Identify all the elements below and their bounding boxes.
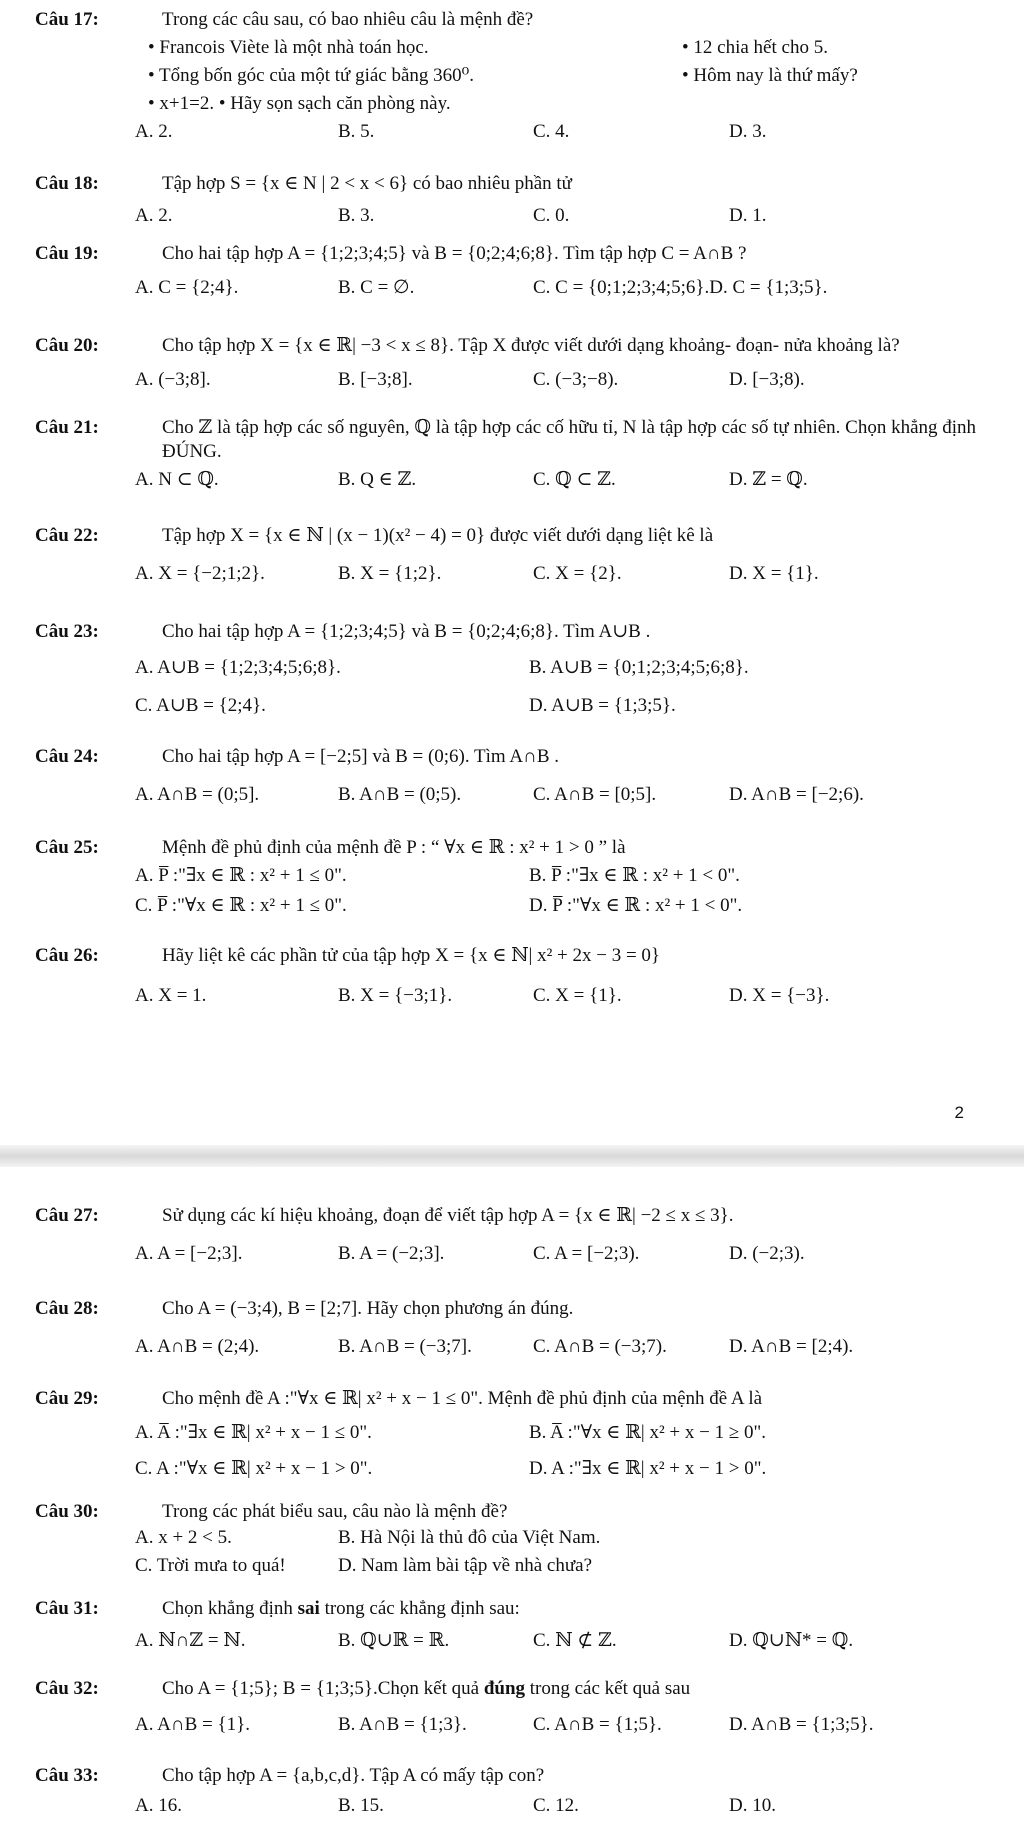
- option-b: B. A∩B = (0;5).: [338, 783, 462, 805]
- option-d: D. A∪B = {1;3;5}.: [529, 694, 676, 716]
- question-text: Trong các phát biểu sau, câu nào là mệnh đề?: [162, 1501, 508, 1522]
- option-a: A. A∩B = {1}.: [135, 1713, 250, 1735]
- statement-item: • 12 chia hết cho 5.: [682, 36, 828, 58]
- option-a: A. 2.: [135, 204, 173, 226]
- option-a: A. A∩B = (0;5].: [135, 783, 260, 805]
- option-b: B. P̅ :"∃x ∈ ℝ : x² + 1 < 0".: [529, 864, 740, 886]
- option-c: C. ℕ ⊄ ℤ.: [533, 1629, 617, 1651]
- option-b: B. 15.: [338, 1794, 384, 1816]
- question-label: Câu 19:: [35, 243, 99, 264]
- option-b: B. 5.: [338, 120, 375, 142]
- option-c: C. Trời mưa to quá!: [135, 1554, 286, 1576]
- option-a: A. A = [−2;3].: [135, 1242, 243, 1264]
- option-c: C. (−3;−8).: [533, 368, 619, 390]
- option-a: A. C = {2;4}.: [135, 276, 239, 298]
- page-2: [0, 1167, 1024, 1829]
- statement-item: • Tổng bốn góc của một tứ giác bằng 360⁰.: [148, 64, 475, 86]
- option-a: A. (−3;8].: [135, 368, 211, 390]
- option-b: B. A̅ :"∀x ∈ ℝ| x² + x − 1 ≥ 0".: [529, 1421, 767, 1443]
- option-a: A. X = {−2;1;2}.: [135, 562, 265, 584]
- option-d: D. [−3;8).: [729, 368, 805, 390]
- question-text: Tập hợp X = {x ∈ ℕ | (x − 1)(x² − 4) = 0} được viết dưới dạng liệt kê là: [162, 525, 714, 546]
- option-b: B. C = ∅.: [338, 276, 415, 298]
- option-c: C. A∪B = {2;4}.: [135, 694, 266, 716]
- question-text: Cho A = {1;5}; B = {1;3;5}.Chọn kết quả đúng trong các kết quả sau: [162, 1678, 691, 1699]
- option-a: A. N ⊂ ℚ.: [135, 468, 219, 490]
- option-c: C. X = {2}.: [533, 562, 622, 584]
- question-32: [0, 1677, 1024, 1741]
- option-d: D. P̅ :"∀x ∈ ℝ : x² + 1 < 0".: [529, 894, 743, 916]
- option-d: D. 3.: [729, 120, 767, 142]
- question-text: Cho hai tập hợp A = [−2;5] và B = (0;6). Tìm A∩B .: [162, 746, 560, 767]
- question-22: [0, 524, 1024, 590]
- option-b: B. A∩B = (−3;7].: [338, 1335, 472, 1357]
- page-break: [0, 1145, 1024, 1167]
- option-c: C. P̅ :"∀x ∈ ℝ : x² + 1 ≤ 0".: [135, 894, 347, 916]
- option-b: B. A∪B = {0;1;2;3;4;5;6;8}.: [529, 656, 749, 678]
- question-26: [0, 944, 1024, 1012]
- option-d: D. X = {−3}.: [729, 984, 830, 1006]
- question-30: [0, 1500, 1024, 1582]
- question-label: Câu 33:: [35, 1765, 99, 1786]
- question-label: Câu 18:: [35, 173, 99, 194]
- question-18: [0, 172, 1024, 232]
- question-label: Câu 27:: [35, 1205, 99, 1226]
- option-a: A. x + 2 < 5.: [135, 1526, 232, 1548]
- option-b: B. X = {−3;1}.: [338, 984, 453, 1006]
- statement-item: • x+1=2. • Hãy sọn sạch căn phòng này.: [148, 92, 451, 114]
- question-text: Cho hai tập hợp A = {1;2;3;4;5} và B = {0;2;4;6;8}. Tìm A∪B .: [162, 621, 651, 642]
- question-21: [0, 416, 1024, 496]
- option-c: C. A = [−2;3).: [533, 1242, 640, 1264]
- question-label: Câu 24:: [35, 746, 99, 767]
- option-d: D. ℤ = ℚ.: [729, 468, 808, 490]
- option-b: B. X = {1;2}.: [338, 562, 442, 584]
- option-a: A. A∪B = {1;2;3;4;5;6;8}.: [135, 656, 341, 678]
- option-d: D. A∩B = [−2;6).: [729, 783, 864, 805]
- question-label: Câu 30:: [35, 1501, 99, 1522]
- question-20: [0, 334, 1024, 396]
- option-a: A. P̅ :"∃x ∈ ℝ : x² + 1 ≤ 0".: [135, 864, 347, 886]
- option-a: A. ℕ∩ℤ = ℕ.: [135, 1629, 246, 1651]
- option-a: A. 2.: [135, 120, 173, 142]
- question-31: [0, 1597, 1024, 1657]
- question-28: [0, 1297, 1024, 1363]
- question-text: Cho A = (−3;4), B = [2;7]. Hãy chọn phương án đúng.: [162, 1298, 574, 1319]
- question-text: Mệnh đề phủ định của mệnh đề P : “ ∀x ∈ ℝ : x² + 1 > 0 ” là: [162, 837, 626, 858]
- option-b: B. A∩B = {1;3}.: [338, 1713, 467, 1735]
- option-d: D. Nam làm bài tập về nhà chưa?: [338, 1554, 593, 1576]
- question-label: Câu 21:: [35, 417, 99, 438]
- option-b: B. A = (−2;3].: [338, 1242, 445, 1264]
- statement-item: • Francois Viète là một nhà toán học.: [148, 36, 429, 58]
- option-d: D. 10.: [729, 1794, 776, 1816]
- question-text: Cho tập hợp X = {x ∈ ℝ| −3 < x ≤ 8}. Tập X được viết dưới dạng khoảng- đoạn- nửa khoảng là?: [162, 335, 900, 356]
- question-label: Câu 23:: [35, 621, 99, 642]
- question-17: [0, 8, 1024, 148]
- option-d: D. A∩B = [2;4).: [729, 1335, 854, 1357]
- question-text: Chọn khẳng định sai trong các khẳng định sau:: [162, 1598, 520, 1619]
- question-label: Câu 20:: [35, 335, 99, 356]
- question-text: Sử dụng các kí hiệu khoảng, đoạn để viết tập hợp A = {x ∈ ℝ| −2 ≤ x ≤ 3}.: [162, 1205, 734, 1226]
- question-text: Trong các câu sau, có bao nhiêu câu là mệnh đề?: [162, 9, 534, 30]
- question-label: Câu 25:: [35, 837, 99, 858]
- question-label: Câu 32:: [35, 1678, 99, 1699]
- question-label: Câu 17:: [35, 9, 99, 30]
- statement-item: • Hôm nay là thứ mấy?: [682, 64, 858, 86]
- question-25: [0, 836, 1024, 924]
- option-c: C. A∩B = [0;5].: [533, 783, 657, 805]
- option-d: D. 1.: [729, 204, 767, 226]
- option-d: D. ℚ∪ℕ* = ℚ.: [729, 1629, 854, 1651]
- option-d: D. A :"∃x ∈ ℝ| x² + x − 1 > 0".: [529, 1457, 767, 1479]
- option-c: C. A :"∀x ∈ ℝ| x² + x − 1 > 0".: [135, 1457, 373, 1479]
- option-c-d: C. C = {0;1;2;3;4;5;6}.D. C = {1;3;5}.: [533, 276, 828, 298]
- option-c: C. A∩B = (−3;7).: [533, 1335, 667, 1357]
- question-19: [0, 242, 1024, 304]
- question-24: [0, 745, 1024, 811]
- question-text: Cho tập hợp A = {a,b,c,d}. Tập A có mấy tập con?: [162, 1765, 545, 1786]
- option-c: C. 12.: [533, 1794, 579, 1816]
- question-33: [0, 1764, 1024, 1822]
- option-a: A. X = 1.: [135, 984, 207, 1006]
- option-b: B. Q ∈ ℤ.: [338, 468, 417, 490]
- option-b: B. Hà Nội là thủ đô của Việt Nam.: [338, 1526, 601, 1548]
- option-d: D. X = {1}.: [729, 562, 819, 584]
- question-text: Cho hai tập hợp A = {1;2;3;4;5} và B = {0;2;4;6;8}. Tìm tập hợp C = A∩B ?: [162, 243, 747, 264]
- question-29: [0, 1387, 1024, 1487]
- question-text: Tập hợp S = {x ∈ N | 2 < x < 6} có bao nhiêu phần tử: [162, 173, 572, 194]
- option-c: C. ℚ ⊂ ℤ.: [533, 468, 616, 490]
- option-d: D. A∩B = {1;3;5}.: [729, 1713, 874, 1735]
- question-text: Cho ℤ là tập hợp các số nguyên, ℚ là tập hợp các cố hữu tỉ, N là tập hợp các số tự nhiên. Chọn khẳng định ĐÚNG.: [162, 417, 977, 462]
- question-label: Câu 26:: [35, 945, 99, 966]
- question-label: Câu 28:: [35, 1298, 99, 1319]
- option-a: A. A̅ :"∃x ∈ ℝ| x² + x − 1 ≤ 0".: [135, 1421, 372, 1443]
- option-a: A. 16.: [135, 1794, 182, 1816]
- question-text: Cho mệnh đề A :"∀x ∈ ℝ| x² + x − 1 ≤ 0". Mệnh đề phủ định của mệnh đề A là: [162, 1388, 763, 1409]
- option-c: C. A∩B = {1;5}.: [533, 1713, 662, 1735]
- option-d: D. (−2;3).: [729, 1242, 805, 1264]
- option-a: A. A∩B = (2;4).: [135, 1335, 260, 1357]
- option-c: C. X = {1}.: [533, 984, 622, 1006]
- question-label: Câu 22:: [35, 525, 99, 546]
- question-23: [0, 620, 1024, 724]
- option-c: C. 4.: [533, 120, 570, 142]
- question-text: Hãy liệt kê các phần tử của tập hợp X = {x ∈ ℕ| x² + 2x − 3 = 0}: [162, 945, 661, 966]
- option-b: B. [−3;8].: [338, 368, 413, 390]
- option-b: B. 3.: [338, 204, 375, 226]
- question-label: Câu 31:: [35, 1598, 99, 1619]
- option-b: B. ℚ∪ℝ = ℝ.: [338, 1629, 450, 1651]
- question-27: [0, 1204, 1024, 1270]
- option-c: C. 0.: [533, 204, 570, 226]
- question-label: Câu 29:: [35, 1388, 99, 1409]
- page-number: 2: [954, 1103, 964, 1122]
